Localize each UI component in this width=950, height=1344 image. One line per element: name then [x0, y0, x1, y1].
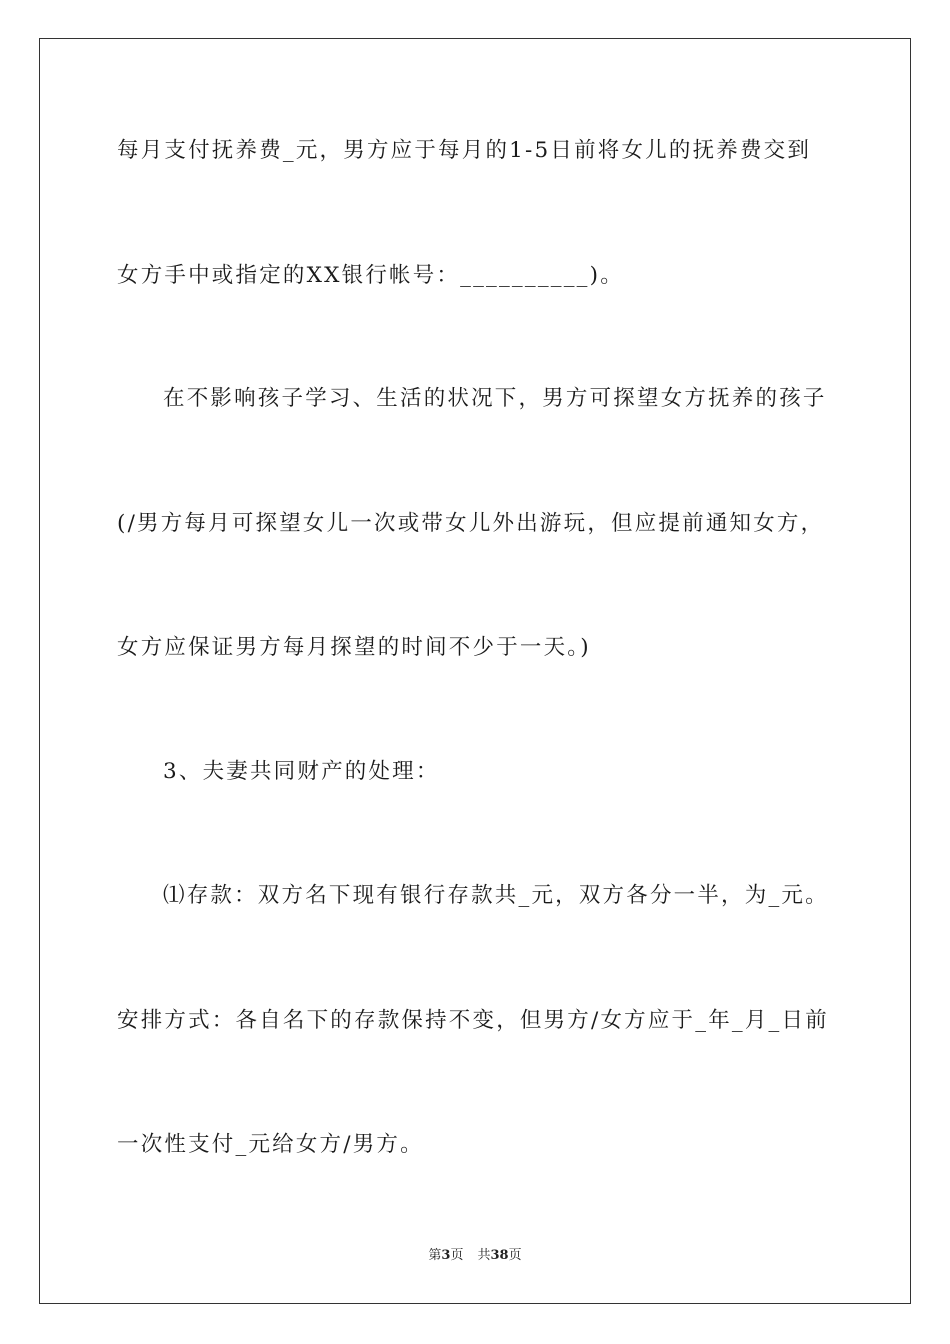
text-line-8: 安排方式：各自名下的存款保持不变，但男方/女方应于_年_月_日前: [117, 1008, 829, 1033]
text-line-2: 女方手中或指定的XX银行帐号：__________)。: [117, 263, 624, 288]
text-line-7: ⑴存款：双方名下现有银行存款共_元，双方各分一半，为_元。: [163, 883, 829, 908]
text-line-3: 在不影响孩子学习、生活的状况下，男方可探望女方抚养的孩子: [163, 386, 827, 411]
page-footer: [0, 1247, 950, 1265]
total-pages: 38: [490, 1248, 509, 1263]
page-prefix: 第: [428, 1248, 442, 1263]
text-line-4: (/男方每月可探望女儿一次或带女儿外出游玩，但应提前通知女方，: [117, 511, 825, 536]
text-line-5: 女方应保证男方每月探望的时间不少于一天。): [117, 635, 591, 660]
page-suffix: 页: [450, 1248, 464, 1263]
text-line-9: 一次性支付_元给女方/男方。: [117, 1132, 424, 1157]
section-heading: 3、夫妻共同财产的处理：: [163, 759, 440, 784]
total-suffix: 页: [508, 1248, 522, 1263]
page-border: [39, 38, 911, 1304]
total-prefix: 共: [477, 1248, 491, 1263]
page-number: 3: [441, 1248, 451, 1263]
text-line-1: 每月支付抚养费_元，男方应于每月的1-5日前将女儿的抚养费交到: [117, 138, 812, 163]
